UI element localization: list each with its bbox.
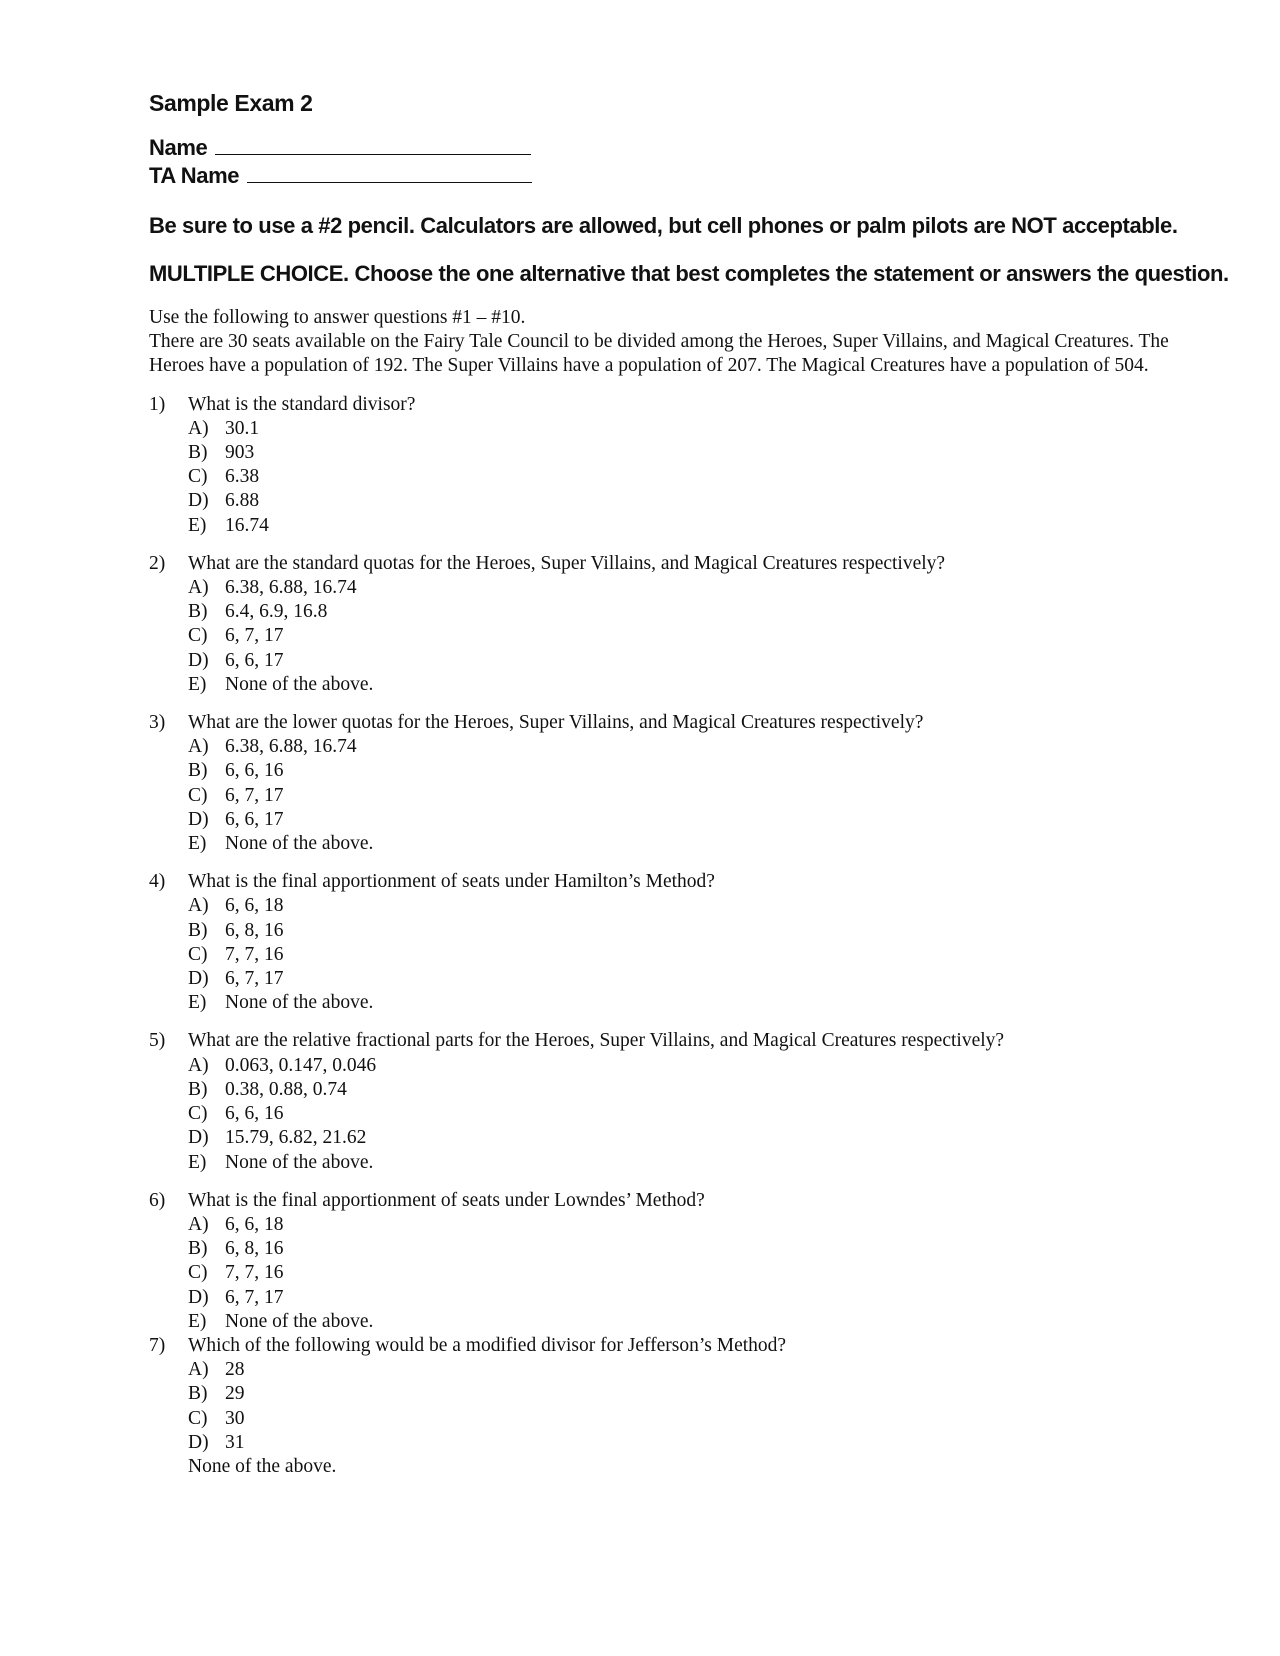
choice-e[interactable] [188, 832, 1209, 856]
choice-a[interactable] [188, 894, 1209, 918]
choice-letter: C) [188, 1103, 208, 1125]
ta-name-blank [247, 166, 532, 183]
choice-text: 30.1 [225, 417, 260, 439]
choice-d[interactable] [188, 1286, 1209, 1310]
choice-letter: E) [188, 1310, 207, 1332]
choice-b[interactable] [188, 1078, 1209, 1102]
exam-title: Sample Exam 2 [149, 90, 313, 116]
name-label: Name [149, 135, 208, 160]
question-text: What is the standard divisor? [188, 393, 416, 415]
choice-letter: D) [188, 968, 209, 990]
choice-text: 6, 6, 16 [225, 760, 284, 782]
choice-text: None of the above. [225, 1151, 374, 1173]
choice-text: 6.38, 6.88, 16.74 [225, 577, 357, 599]
choice-d[interactable] [188, 1126, 1209, 1150]
choice-list [188, 1054, 1209, 1175]
choice-text: 6, 6, 18 [225, 1213, 284, 1235]
choice-text: 28 [225, 1359, 245, 1381]
choice-text: 6, 6, 17 [225, 808, 284, 830]
choice-a[interactable] [188, 1054, 1209, 1078]
choice-letter: A) [188, 1213, 209, 1235]
ta-name-label: TA Name [149, 163, 240, 188]
choice-b[interactable] [188, 441, 1209, 465]
question-number: 5) [149, 1030, 166, 1052]
choice-c[interactable] [188, 943, 1209, 967]
choice-text: 6, 7, 17 [225, 625, 284, 647]
choice-text: None of the above. [188, 1455, 337, 1477]
question-text: What are the lower quotas for the Heroes, Super Villains, and Magical Creatures respectively? [188, 712, 924, 734]
choice-d[interactable] [188, 808, 1209, 832]
choice-c[interactable] [188, 784, 1209, 808]
choice-text: None of the above. [225, 992, 374, 1014]
choice-letter: D) [188, 490, 209, 512]
choice-letter: E) [188, 673, 207, 695]
choice-text: 6, 6, 16 [225, 1103, 284, 1125]
choice-a[interactable] [188, 1213, 1209, 1237]
choice-c[interactable] [188, 624, 1209, 648]
choice-d[interactable] [188, 1431, 1209, 1455]
choice-text: 6, 7, 17 [225, 784, 284, 806]
choice-c[interactable] [188, 1102, 1209, 1126]
question-text: What is the final apportionment of seats under Lowndes’ Method? [188, 1189, 705, 1211]
choice-letter: B) [188, 442, 208, 464]
choice-e[interactable] [188, 991, 1209, 1015]
choice-a[interactable] [188, 735, 1209, 759]
choice-letter: B) [188, 601, 208, 623]
choice-text: 6.88 [225, 490, 260, 512]
choice-text: 6.38 [225, 466, 260, 488]
choice-b[interactable] [188, 1382, 1209, 1406]
choice-text: 29 [225, 1383, 245, 1405]
choice-letter: E) [188, 992, 207, 1014]
choice-text: 15.79, 6.82, 21.62 [225, 1127, 367, 1149]
choice-list [188, 1213, 1209, 1334]
choice-letter: C) [188, 1407, 208, 1429]
choice-list [188, 417, 1209, 538]
question-4 [149, 870, 1209, 1015]
question-number: 7) [149, 1334, 166, 1356]
question-3 [149, 711, 1209, 856]
choice-letter: A) [188, 1359, 209, 1381]
question-5 [149, 1029, 1209, 1174]
choice-letter: E) [188, 833, 207, 855]
choice-letter: B) [188, 1383, 208, 1405]
choice-text: 30 [225, 1407, 245, 1429]
choice-text: 6, 7, 17 [225, 1286, 284, 1308]
choice-c[interactable] [188, 465, 1209, 489]
question-number: 3) [149, 712, 166, 734]
choice-list [188, 1358, 1209, 1479]
choice-text: 6, 6, 18 [225, 895, 284, 917]
choice-text: 6, 8, 16 [225, 1238, 284, 1260]
question-number: 4) [149, 871, 166, 893]
choice-letter: C) [188, 1262, 208, 1284]
pencil-instructions: Be sure to use a #2 pencil. Calculators are allowed, but cell phones or palm pilots are NOT acceptable. [149, 213, 1178, 238]
choice-text: None of the above. [225, 1310, 374, 1332]
choice-d[interactable] [188, 649, 1209, 673]
choice-letter: D) [188, 1286, 209, 1308]
choice-letter: C) [188, 625, 208, 647]
question-1 [149, 393, 1209, 538]
choice-text: 6.4, 6.9, 16.8 [225, 601, 328, 623]
question-text: What are the standard quotas for the Heroes, Super Villains, and Magical Creatures respectively? [188, 552, 946, 574]
choice-letter: E) [188, 1151, 207, 1173]
choice-letter: B) [188, 1078, 208, 1100]
choice-e[interactable] [188, 673, 1209, 697]
choice-list [188, 894, 1209, 1015]
choice-letter: A) [188, 417, 209, 439]
name-blank [215, 138, 531, 155]
choice-text: 6, 7, 17 [225, 968, 284, 990]
question-6 [149, 1189, 1209, 1334]
name-line [149, 134, 1209, 162]
question-7 [149, 1334, 1209, 1479]
choice-letter: B) [188, 919, 208, 941]
choice-letter: A) [188, 1054, 209, 1076]
choice-letter: B) [188, 760, 208, 782]
choice-text: 6, 6, 17 [225, 649, 284, 671]
choice-b[interactable] [188, 759, 1209, 783]
question-text: Which of the following would be a modified divisor for Jefferson’s Method? [188, 1334, 787, 1356]
choice-text: None of the above. [225, 833, 374, 855]
choice-text: 31 [225, 1431, 245, 1453]
choice-e[interactable] [188, 1151, 1209, 1175]
choice-d[interactable] [188, 967, 1209, 991]
choice-a[interactable] [188, 576, 1209, 600]
intro-line-1: Use the following to answer questions #1 – #10. [149, 307, 526, 328]
choice-c[interactable] [188, 1261, 1209, 1285]
exam-page [149, 88, 1229, 1479]
choice-b[interactable] [188, 600, 1209, 624]
choice-letter: D) [188, 1431, 209, 1453]
choice-letter: D) [188, 1127, 209, 1149]
choice-letter: D) [188, 649, 209, 671]
choice-b[interactable] [188, 1237, 1209, 1261]
choice-text: 0.38, 0.88, 0.74 [225, 1078, 347, 1100]
multiple-choice-instructions: MULTIPLE CHOICE. Choose the one alternative that best completes the statement or answers the question. [149, 261, 1229, 286]
question-text: What is the final apportionment of seats under Hamilton’s Method? [188, 871, 715, 893]
choice-a[interactable] [188, 417, 1209, 441]
intro-line-2: There are 30 seats available on the Fairy Tale Council to be divided among the Heroes, Super Villains, and Magical Creatures. The Heroes have a population of 192. The Super Villains have a population of 207. The Magical Creatures have a population of 504. [149, 331, 1169, 377]
choice-letter: C) [188, 784, 208, 806]
question-number: 2) [149, 552, 166, 574]
choice-text: 6.38, 6.88, 16.74 [225, 736, 357, 758]
choice-letter: A) [188, 736, 209, 758]
choice-list [188, 735, 1209, 856]
choice-letter: D) [188, 808, 209, 830]
choice-text: 903 [225, 442, 255, 464]
choice-text: 6, 8, 16 [225, 919, 284, 941]
question-number: 6) [149, 1189, 166, 1211]
choice-letter: C) [188, 943, 208, 965]
choice-letter: E) [188, 514, 207, 536]
choice-letter: C) [188, 466, 208, 488]
choice-text: 7, 7, 16 [225, 1262, 284, 1284]
choice-c[interactable] [188, 1407, 1209, 1431]
choice-text: 16.74 [225, 514, 269, 536]
question-2 [149, 552, 1209, 697]
choice-e[interactable] [188, 1455, 1209, 1479]
choice-text: None of the above. [225, 673, 374, 695]
choice-d[interactable] [188, 489, 1209, 513]
choice-a[interactable] [188, 1358, 1209, 1382]
choice-letter: A) [188, 577, 209, 599]
question-text: What are the relative fractional parts for the Heroes, Super Villains, and Magical Creatures respectively? [188, 1030, 1005, 1052]
choice-list [188, 576, 1209, 697]
choice-text: 7, 7, 16 [225, 943, 284, 965]
choice-letter: A) [188, 895, 209, 917]
choice-e[interactable] [188, 514, 1209, 538]
ta-name-line [149, 162, 1209, 190]
choice-letter: B) [188, 1238, 208, 1260]
choice-b[interactable] [188, 919, 1209, 943]
choice-text: 0.063, 0.147, 0.046 [225, 1054, 377, 1076]
intro-passage [149, 306, 1209, 379]
question-number: 1) [149, 393, 166, 415]
choice-e[interactable] [188, 1310, 1209, 1334]
